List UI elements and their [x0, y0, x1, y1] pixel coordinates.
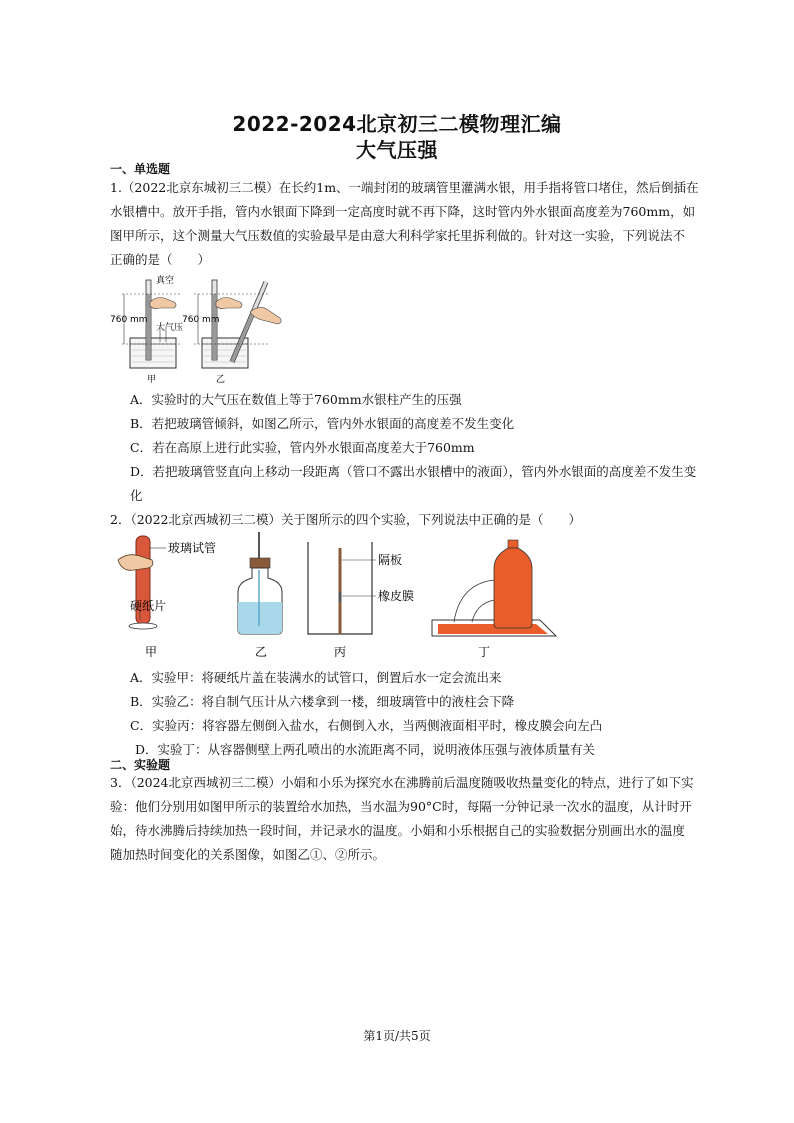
q1-line-1: 1.（2022北京东城初三二模）在长约1m、一端封闭的玻璃管里灌满水银，用手指将管口堵住，然后倒插在	[110, 180, 699, 195]
height-label-left: 760 mm	[110, 315, 148, 325]
partition-label: 隔板	[378, 553, 403, 567]
hand-right-icon	[216, 298, 242, 309]
q1-line-4: 正确的是（ ）	[110, 252, 211, 267]
fig-bing-container	[308, 542, 376, 634]
tank-left	[130, 338, 176, 368]
section-heading-experiment: 二、实验题	[110, 758, 171, 772]
q2-option-a: A．实验甲：将硬纸片盖在装满水的试管口，倒置后水一定会流出来	[130, 670, 502, 685]
fig-label-jia: 甲	[147, 375, 157, 385]
q3-line-1: 3．（2024北京西城初三二模）小娟和小乐为探究水在沸腾前后温度随吸收热量变化的特点，进行了如下实	[110, 775, 694, 790]
q2-option-d: D．实验丁：从容器侧壁上两孔喷出的水流距离不同，说明液体压强与液体质量有关	[135, 742, 596, 757]
page-footer: 第1页/共5页	[363, 1029, 431, 1043]
q3-line-2: 验：他们分别用如图甲所示的装置给水加热，当水温为90°C时，每隔一分钟记录一次水的温度，从计时开	[110, 799, 692, 814]
q1-option-c: C．若在高原上进行此实验，管内外水银面高度差大于760mm	[130, 440, 475, 455]
fig2-label-ding: 丁	[478, 645, 491, 659]
q3-line-4: 随加热时间变化的关系图像，如图乙①、②所示。	[110, 847, 386, 862]
fig-ding-bottle	[432, 540, 556, 636]
q1-line-3: 图甲所示，这个测量大气压数值的实验最早是由意大利科学家托里拆利做的。针对这一实验，下列说法不	[110, 228, 686, 243]
fig2-label-jia: 甲	[145, 645, 158, 659]
hand-tilted-icon	[250, 307, 281, 324]
tube-label: 玻璃试管	[168, 541, 217, 555]
height-label-right: 760 mm	[182, 315, 220, 325]
q3-line-3: 始，待水沸腾后持续加热一段时间，并记录水的温度。小娟和小乐根据自己的实验数据分别画出水的温度	[110, 823, 686, 838]
q1-option-d: D．若把玻璃管竖直向上移动一段距离（管口不露出水银槽中的液面），管内外水银面的高度差不发生变	[130, 464, 697, 479]
q1-option-d-cont: 化	[130, 488, 143, 503]
hand-left-icon	[150, 298, 176, 309]
membrane-label: 橡皮膜	[378, 589, 415, 603]
q2-stem: 2．（2022北京西城初三二模）关于图所示的四个实验，下列说法中正确的是（ ）	[110, 512, 582, 527]
fig2-label-bing: 丙	[334, 645, 347, 659]
page-title: 2022-2024北京初三二模物理汇编	[232, 112, 562, 136]
page-subtitle: 大气压强	[356, 138, 438, 162]
q2-figures	[110, 530, 560, 660]
atm-label: 大气压	[156, 323, 184, 333]
fig-yi-barometer	[238, 532, 282, 634]
fig-label-yi: 乙	[216, 375, 226, 385]
section-heading-single-choice: 一、单选题	[110, 162, 171, 176]
q1-option-b: B．若把玻璃管倾斜，如图乙所示，管内外水银面的高度差不发生变化	[130, 416, 515, 431]
card-label: 硬纸片	[130, 599, 167, 613]
vacuum-label: 真空	[156, 276, 175, 286]
q1-line-2: 水银槽中。放开手指，管内水银面下降到一定高度时就不再下降，这时管内外水银面高度差为760mm，如	[110, 204, 696, 219]
q2-option-c: C．实验丙：将容器左侧倒入盐水，右侧倒入水，当两侧液面相平时，橡皮膜会向左凸	[130, 718, 603, 733]
q1-figure-torricelli	[110, 272, 285, 387]
q2-option-b: B．实验乙：将自制气压计从六楼拿到一楼，细玻璃管中的液柱会下降	[130, 694, 515, 709]
fig-jia-test-tube	[118, 536, 166, 629]
tube-right-tilted	[232, 282, 266, 362]
fig2-label-yi: 乙	[255, 645, 268, 659]
q1-option-a: A．实验时的大气压在数值上等于760mm水银柱产生的压强	[130, 392, 462, 407]
